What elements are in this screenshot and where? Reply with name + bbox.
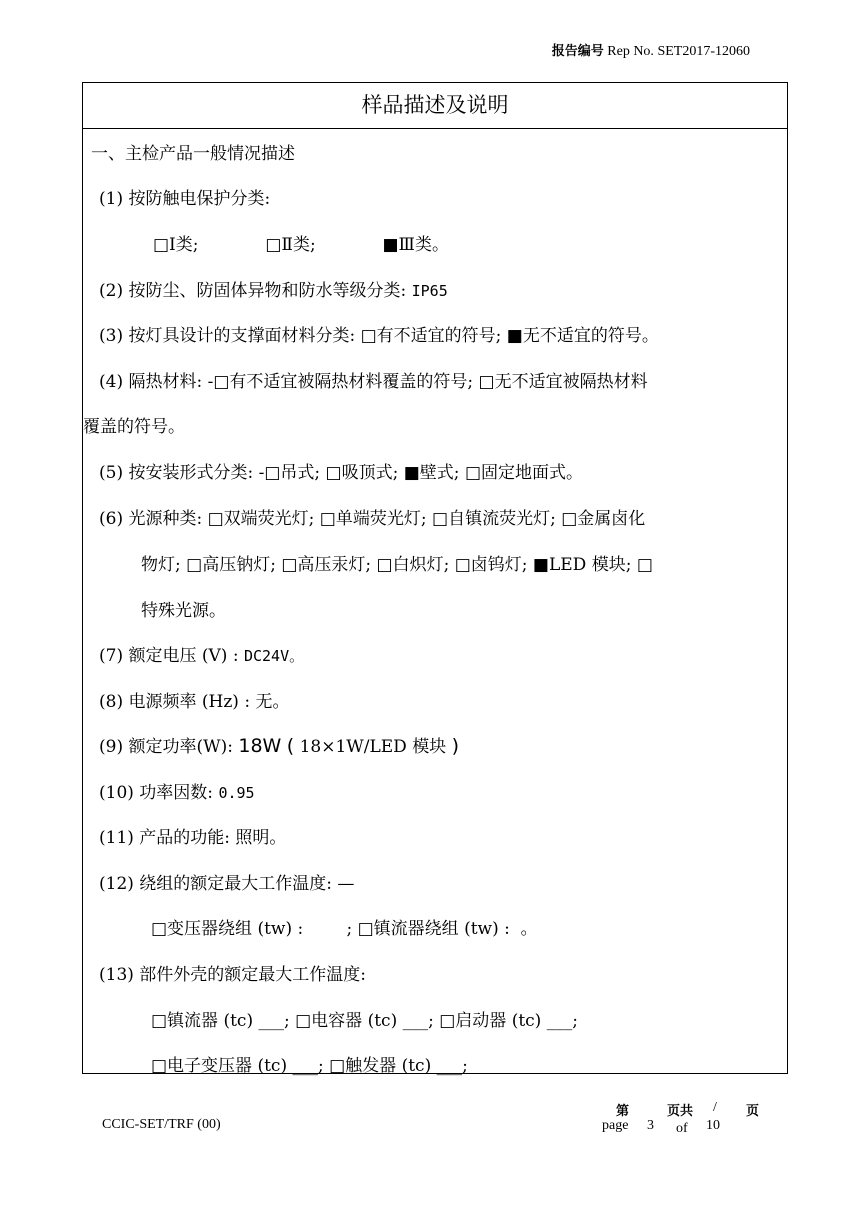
item-5: (5) 按安装形式分类: -□吊式; □吸顶式; ■壁式; □固定地面式。	[99, 463, 584, 483]
item-2-label: (2) 按防尘、防固体异物和防水等级分类:	[99, 281, 407, 301]
report-number	[552, 40, 750, 60]
item-9-detail: 18×1W/LED 模块	[299, 737, 447, 757]
page-total: 10	[706, 1118, 720, 1133]
report-label-cn: 报告编号	[551, 44, 604, 59]
item-13: (13) 部件外壳的额定最大工作温度:	[99, 965, 367, 985]
item-10	[99, 778, 787, 803]
page-label: page	[602, 1118, 629, 1133]
item-6-line-3: 特殊光源。	[141, 601, 226, 621]
item-12: (12) 绕组的额定最大工作温度: —	[99, 874, 355, 894]
table-title: 样品描述及说明	[83, 83, 787, 129]
item-11: (11) 产品的功能: 照明。	[99, 828, 287, 848]
item-7-label: (7) 额定电压 (V) :	[99, 646, 239, 666]
page-slash: /	[713, 1100, 717, 1115]
item-4-line-2: 覆盖的符号。	[83, 417, 185, 437]
item-8: (8) 电源频率 (Hz) : 无。	[99, 692, 290, 712]
item-13-sub-1: □镇流器 (tc) ___; □电容器 (tc) ___; □启动器 (tc) ___;	[151, 1011, 578, 1031]
form-code: CCIC-SET/TRF (00)	[102, 1117, 221, 1132]
item-4-line-1: (4) 隔热材料: -□有不适宜被隔热材料覆盖的符号; □无不适宜被隔热材料	[99, 372, 648, 392]
of-label: of	[676, 1121, 688, 1136]
item-12-sub: □变压器绕组 (tw) : ; □镇流器绕组 (tw) : 。	[151, 919, 538, 939]
report-number-value: SET2017-12060	[657, 44, 750, 59]
item-1: (1) 按防触电保护分类:	[99, 189, 271, 209]
item-9-paren-close: )	[451, 735, 460, 757]
item-9	[99, 732, 787, 757]
option-class-1: □Ⅰ类;	[153, 235, 199, 255]
item-10-value: 0.95	[218, 784, 255, 802]
item-9-label: (9) 额定功率(W):	[99, 737, 233, 757]
report-label-en: Rep No.	[607, 44, 654, 59]
option-class-2: □Ⅱ类;	[265, 235, 316, 255]
page-number: 3	[647, 1118, 654, 1133]
item-1-options	[153, 230, 787, 255]
item-9-paren-open: (	[286, 735, 295, 757]
item-2	[99, 276, 787, 301]
option-class-3: ■Ⅲ类。	[382, 235, 449, 255]
item-13-sub-2: □电子变压器 (tc) ___; □触发器 (tc) ___;	[151, 1056, 468, 1076]
item-7	[99, 641, 787, 666]
item-6-line-1: (6) 光源种类: □双端荧光灯; □单端荧光灯; □自镇流荧光灯; □金属卤化	[99, 509, 646, 529]
item-3: (3) 按灯具设计的支撑面材料分类: □有不适宜的符号; ■无不适宜的符号。	[99, 326, 659, 346]
item-7-value: DC24V。	[243, 647, 305, 665]
page-cn-di: 第	[616, 1104, 630, 1119]
item-2-value: IP65	[411, 282, 448, 300]
item-10-label: (10) 功率因数:	[99, 783, 214, 803]
item-9-value: 18W	[238, 735, 282, 757]
description-table	[82, 82, 788, 1074]
page-cn-ye: 页	[746, 1104, 760, 1119]
section-heading: 一、主检产品一般情况描述	[91, 144, 295, 164]
page-cn-yegong: 页共	[667, 1104, 694, 1119]
item-6-line-2: 物灯; □高压钠灯; □高压汞灯; □白炽灯; □卤钨灯; ■LED 模块; □	[141, 555, 653, 575]
